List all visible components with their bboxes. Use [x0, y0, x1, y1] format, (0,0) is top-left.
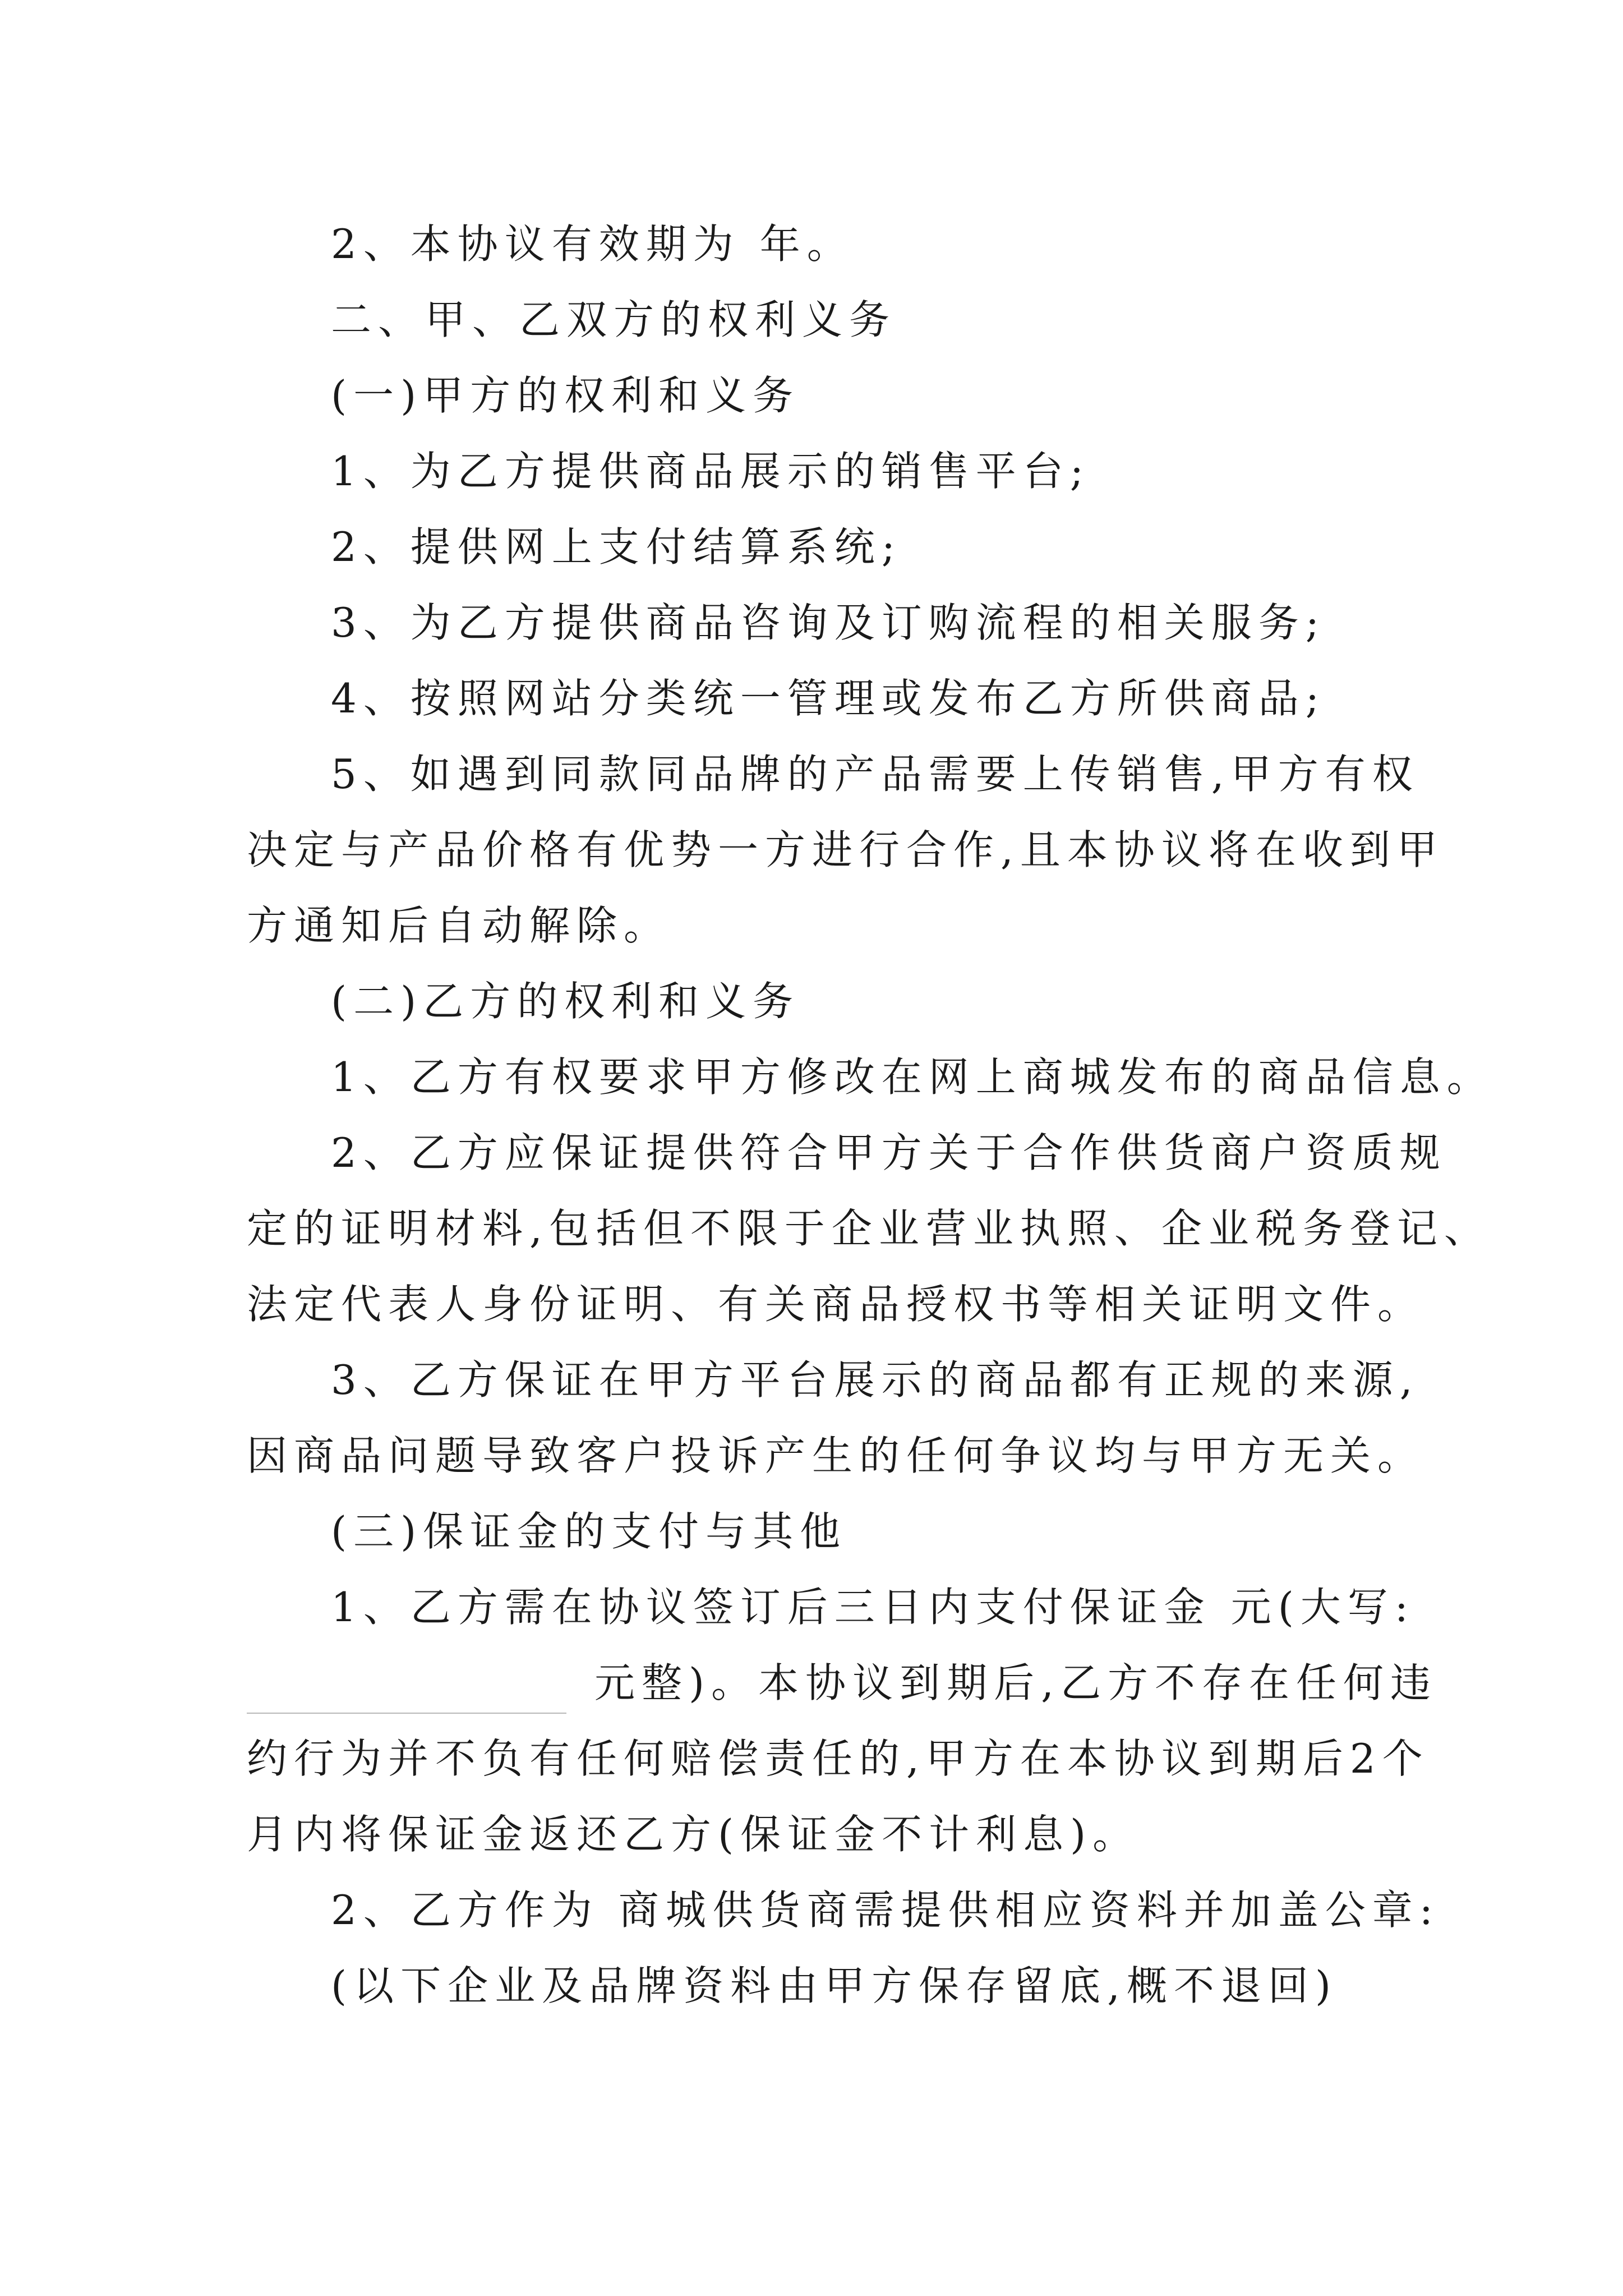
- party-b-item-3-line-2: 因商品问题导致客户投诉产生的任何争议均与甲方无关。: [247, 1432, 1425, 1479]
- party-a-item-5-line-2: 决定与产品价格有优势一方进行合作,且本协议将在收到甲: [247, 826, 1444, 873]
- party-b-item-3-line-1: 3、乙方保证在甲方平台展示的商品都有正规的来源,: [331, 1356, 1419, 1404]
- party-a-item-5-line-3: 方通知后自动解除。: [247, 902, 671, 949]
- deposit-item-1-line-4: 月内将保证金返还乙方(保证金不计利息)。: [247, 1811, 1140, 1858]
- line-validity-period: 2、本协议有效期为 年。: [331, 220, 854, 268]
- party-b-item-2-line-1: 2、乙方应保证提供符合甲方关于合作供货商户资质规: [331, 1129, 1447, 1176]
- party-b-item-2-line-3: 法定代表人身份证明、有关商品授权书等相关证明文件。: [247, 1281, 1425, 1328]
- subsection-heading-deposit: (三)保证金的支付与其他: [331, 1508, 847, 1555]
- party-a-item-3: 3、为乙方提供商品咨询及订购流程的相关服务;: [331, 599, 1326, 646]
- deposit-item-2-note: (以下企业及品牌资料由甲方保存留底,概不退回): [331, 1962, 1338, 2009]
- party-a-item-5-line-1: 5、如遇到同款同品牌的产品需要上传销售,甲方有权: [331, 751, 1419, 798]
- subsection-heading-party-b: (二)乙方的权利和义务: [331, 978, 800, 1025]
- amount-blank-underline: [247, 1673, 566, 1714]
- party-a-item-4: 4、按照网站分类统一管理或发布乙方所供商品;: [331, 675, 1326, 722]
- deposit-item-1-line-2: [247, 1652, 1437, 1714]
- section-heading-rights-obligations: 二、甲、乙双方的权利义务: [331, 296, 897, 343]
- party-a-item-1: 1、为乙方提供商品展示的销售平台;: [331, 448, 1091, 495]
- party-b-item-1: 1、乙方有权要求甲方修改在网上商城发布的商品信息。: [331, 1053, 1494, 1101]
- deposit-item-2: 2、乙方作为 商城供货商需提供相应资料并加盖公章:: [331, 1887, 1440, 1934]
- deposit-item-1-line-1: 1、乙方需在协议签订后三日内支付保证金 元(大写:: [331, 1584, 1415, 1631]
- deposit-item-1-line-2-text: 元整)。本协议到期后,乙方不存在任何违: [594, 1659, 1437, 1706]
- party-b-item-2-line-2: 定的证明材料,包括但不限于企业营业执照、企业税务登记、: [247, 1205, 1491, 1252]
- subsection-heading-party-a: (一)甲方的权利和义务: [331, 372, 800, 419]
- party-a-item-2: 2、提供网上支付结算系统;: [331, 523, 902, 570]
- deposit-item-1-line-3: 约行为并不负有任何赔偿责任的,甲方在本协议到期后2个: [247, 1735, 1430, 1782]
